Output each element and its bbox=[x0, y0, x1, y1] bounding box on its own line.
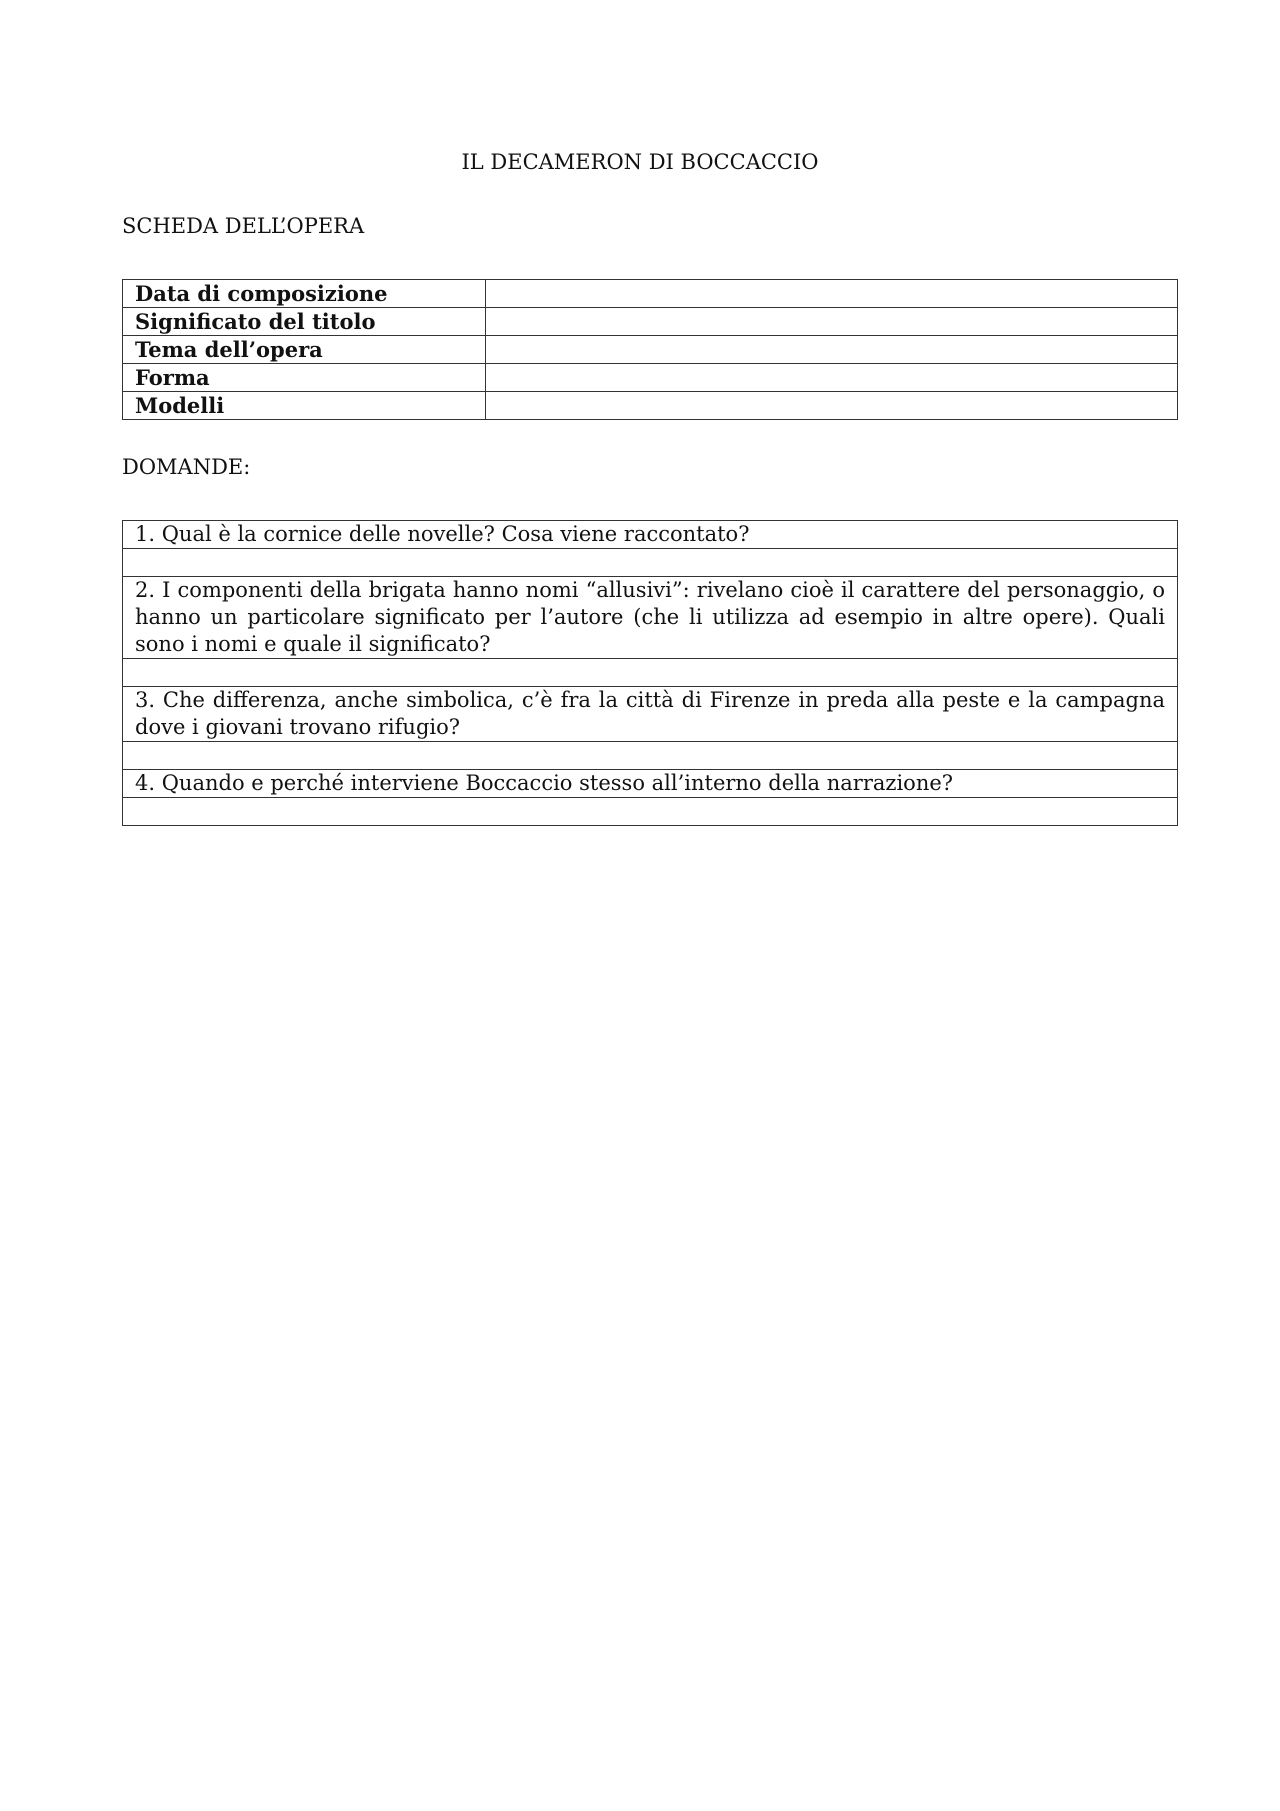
document-title: IL DECAMERON DI BOCCACCIO bbox=[461, 150, 819, 174]
question-row bbox=[123, 687, 1178, 742]
question-row bbox=[123, 521, 1178, 549]
domande-table bbox=[122, 520, 1178, 826]
table-row bbox=[123, 336, 1178, 364]
row-value[interactable] bbox=[486, 392, 1178, 420]
question-text: 2. I componenti della brigata hanno nomi “allusivi”: rivelano cioè il carattere del personaggio, o hanno un particolare significato per l’autore (che li utilizza ad esempio in altre opere). Quali sono i nomi e quale il significato? bbox=[123, 577, 1178, 659]
answer-row bbox=[123, 798, 1178, 826]
table-row bbox=[123, 308, 1178, 336]
answer-row bbox=[123, 549, 1178, 577]
row-label: Data di composizione bbox=[123, 280, 486, 308]
answer-row bbox=[123, 659, 1178, 687]
question-text: 3. Che differenza, anche simbolica, c’è fra la città di Firenze in preda alla peste e la campagna dove i giovani trovano rifugio? bbox=[123, 687, 1178, 742]
row-label: Significato del titolo bbox=[123, 308, 486, 336]
table-row bbox=[123, 392, 1178, 420]
scheda-table bbox=[122, 279, 1178, 420]
answer-cell[interactable] bbox=[123, 549, 1178, 577]
row-value[interactable] bbox=[486, 364, 1178, 392]
question-row bbox=[123, 770, 1178, 798]
question-text: 1. Qual è la cornice delle novelle? Cosa viene raccontato? bbox=[123, 521, 1178, 549]
scheda-heading: SCHEDA DELL’OPERA bbox=[122, 214, 365, 238]
row-label: Forma bbox=[123, 364, 486, 392]
table-row bbox=[123, 280, 1178, 308]
answer-cell[interactable] bbox=[123, 798, 1178, 826]
answer-cell[interactable] bbox=[123, 742, 1178, 770]
row-label: Modelli bbox=[123, 392, 486, 420]
row-value[interactable] bbox=[486, 308, 1178, 336]
answer-row bbox=[123, 742, 1178, 770]
question-text: 4. Quando e perché interviene Boccaccio stesso all’interno della narrazione? bbox=[123, 770, 1178, 798]
table-row bbox=[123, 364, 1178, 392]
answer-cell[interactable] bbox=[123, 659, 1178, 687]
domande-heading: DOMANDE: bbox=[122, 455, 251, 479]
row-value[interactable] bbox=[486, 280, 1178, 308]
row-value[interactable] bbox=[486, 336, 1178, 364]
row-label: Tema dell’opera bbox=[123, 336, 486, 364]
question-row bbox=[123, 577, 1178, 659]
